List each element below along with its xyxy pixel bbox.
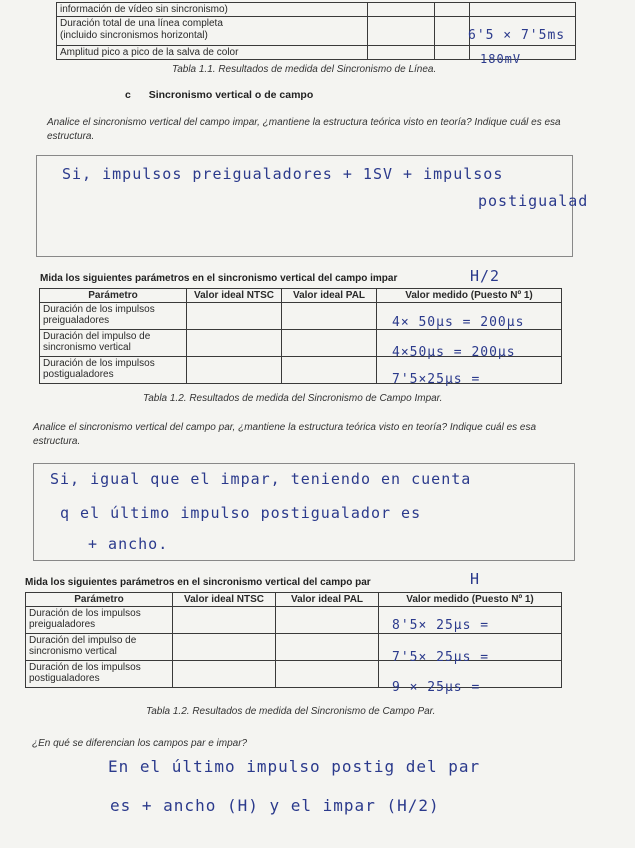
handwritten-answer-odd-line1: Si, impulsos preigualadores + 1SV + impulsos <box>62 165 504 183</box>
handwritten-measured-odd-3: 7'5×25µs = <box>392 372 481 387</box>
param-cell: Duración de los impulsos postigualadores <box>26 661 173 688</box>
table-caption: Tabla 1.2. Resultados de medida del Sincronismo de Campo Impar. <box>143 393 443 404</box>
handwritten-answer-diff-line1: En el último impulso postig del par <box>108 757 481 776</box>
question-even-field: Analice el sincronismo vertical del campo par, ¿mantiene la estructura teórica visto en teoría? Indique cuál es esa estructura. <box>33 422 537 447</box>
row-label: Amplitud pico a pico de la salva de color <box>57 46 368 60</box>
handwritten-answer-diff-line2: es + ancho (H) y el impar (H/2) <box>110 796 440 815</box>
handwritten-answer-odd-line2: postigualad <box>478 192 589 210</box>
header-parameter: Parámetro <box>40 289 187 303</box>
table-caption: Tabla 1.1. Resultados de medida del Sincronismo de Línea. <box>172 64 437 75</box>
handwritten-burst-amplitude: 180mV <box>480 52 522 66</box>
param-cell: Duración del impulso de sincronismo vertical <box>26 634 173 661</box>
header-pal: Valor ideal PAL <box>282 289 377 303</box>
param-cell: Duración de los impulsos postigualadores <box>40 357 187 384</box>
question-difference: ¿En qué se diferencian los campos par e impar? <box>32 738 248 749</box>
odd-table-title: Mida los siguientes parámetros en el sincronismo vertical del campo impar <box>40 273 398 284</box>
header-measured: Valor medido (Puesto Nº 1) <box>377 289 562 303</box>
header-parameter: Parámetro <box>26 593 173 607</box>
handwritten-measured-odd-2: 4×50µs = 200µs <box>392 345 516 360</box>
row-label: Duración total de una línea completa (incluido sincronismos horizontal) <box>57 17 368 46</box>
table-header-row <box>26 593 562 607</box>
table-caption: Tabla 1.2. Resultados de medida del Sincronismo de Campo Par. <box>146 706 436 717</box>
param-cell: Duración de los impulsos preigualadores <box>26 607 173 634</box>
section-heading <box>125 89 313 101</box>
handwritten-answer-even-line2: q el último impulso postigualador es <box>60 504 422 522</box>
handwritten-measured-even-2: 7'5× 25µs = <box>392 650 490 665</box>
header-pal: Valor ideal PAL <box>276 593 379 607</box>
section-title: Sincronismo vertical o de campo <box>148 89 314 101</box>
table-header-row <box>40 289 562 303</box>
even-table-title: Mida los siguientes parámetros en el sincronismo vertical del campo par <box>25 577 371 588</box>
handwritten-measured-even-3: 9 × 25µs = <box>392 680 481 695</box>
handwritten-answer-even-line1: Si, igual que el impar, teniendo en cuenta <box>50 470 472 488</box>
param-cell: Duración del impulso de sincronismo vertical <box>40 330 187 357</box>
header-measured: Valor medido (Puesto Nº 1) <box>379 593 562 607</box>
header-ntsc: Valor ideal NTSC <box>187 289 282 303</box>
handwritten-measured-even-1: 8'5× 25µs = <box>392 618 490 633</box>
table-row <box>40 357 562 384</box>
handwritten-odd-note: H/2 <box>470 267 501 285</box>
handwritten-answer-even-line3: + ancho. <box>88 535 169 553</box>
param-cell: Duración de los impulsos preigualadores <box>40 303 187 330</box>
section-bullet: c <box>125 89 131 101</box>
row-label: información de vídeo sin sincronismo) <box>57 3 368 17</box>
question-odd-field: Analice el sincronismo vertical del campo impar, ¿mantiene la estructura teórica visto en teoría? Indique cuál es esa estructura. <box>47 117 561 142</box>
handwritten-even-note: H <box>470 570 481 588</box>
handwritten-measured-odd-1: 4× 50µs = 200µs <box>392 315 525 330</box>
odd-field-table <box>39 288 562 384</box>
header-ntsc: Valor ideal NTSC <box>173 593 276 607</box>
even-field-table <box>25 592 562 688</box>
handwritten-line-duration: 6'5 × 7'5ms <box>468 28 566 43</box>
table-row <box>57 3 576 17</box>
